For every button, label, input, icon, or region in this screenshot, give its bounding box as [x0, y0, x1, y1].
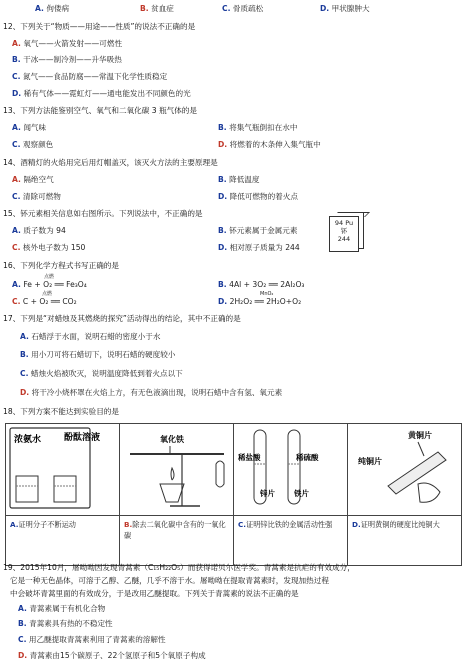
element-symbol: Pu	[345, 219, 354, 227]
q13-option-b: B. 将集气瓶倒扣在水中	[218, 123, 298, 132]
option-label: B.	[140, 4, 149, 13]
burner-outlet	[216, 461, 224, 487]
q18-stem: 18、下列方案不能达到实验目的是	[3, 407, 119, 416]
q16-option-b: B. 4Al + 3O₂ ══ 2Al₂O₃	[218, 280, 305, 289]
reaction-condition-a: 点燃	[44, 274, 55, 280]
q11-option-a	[35, 5, 69, 14]
experiment-b-diagram	[120, 424, 232, 512]
q13-option-c: C. 观察颜色	[12, 140, 54, 149]
element-card-header	[330, 219, 358, 227]
q16-option-a: A. Fe + O₂ ══ Fe₃O₄	[12, 280, 87, 289]
brass-label: 黄铜片	[408, 431, 432, 440]
experiment-b-cell	[120, 424, 234, 516]
q12-option-b: B. 干冰——制冷剂——升华吸热	[12, 55, 122, 64]
reaction-condition-c: 点燃	[42, 291, 53, 297]
q19-line-3: 中会破坏青蒿里面的有效成分，于是改用乙醚提取。下列关于青蒿素的说法不正确的是	[10, 589, 299, 598]
caption-c: C.证明锌比铁的金属活动性强	[234, 515, 348, 565]
q12-option-a: A. 氧气——火箭发射——可燃性	[12, 39, 123, 48]
option-text: 贫血症	[151, 4, 174, 13]
q15-stem: 15、钚元素相关信息如右图所示。下列说法中，不正确的是	[3, 209, 203, 218]
atomic-mass: 244	[337, 235, 351, 244]
experiment-d-cell	[348, 424, 462, 516]
q15-option-a: A. 质子数为 94	[12, 226, 66, 235]
q19-option-c: C. 用乙醚提取青蒿素利用了青蒿素的溶解性	[18, 635, 166, 644]
q14-stem: 14、酒精灯的火焰用完后用灯帽盖灭，该灭火方法的主要原理是	[3, 158, 218, 167]
caption-d: D.证明黄铜的硬度比纯铜大	[348, 515, 462, 565]
element-card	[329, 216, 359, 252]
alcohol-lamp	[160, 484, 184, 502]
q16-option-d: D. 2H₂O₂ ══ 2H₂O+O₂	[218, 297, 302, 306]
q13-stem: 13、下列方法能鉴别空气、氧气和二氧化碳 3 瓶气体的是	[3, 106, 197, 115]
q19-line-1: 19、2015年10月，屠呦呦因发现青蒿素（C₁₅H₂₂O₅）而获得诺贝尔医学奖。青蒿素是抗疟的有效成分，	[3, 563, 355, 572]
caption-b: B.除去二氧化碳中含有的一氧化碳	[120, 515, 234, 565]
iron-oxide-label: 氧化铁	[160, 435, 184, 444]
copper-label: 纯铜片	[358, 457, 382, 466]
sulfuric-acid-label: 稀硫酸	[296, 453, 319, 462]
option-text: 骨质疏松	[232, 4, 264, 13]
option-text: 甲状腺肿大	[331, 4, 370, 13]
hand	[418, 483, 440, 502]
q11-option-d	[320, 5, 370, 14]
q11-option-c	[222, 5, 263, 14]
q17-option-c: C. 蜡烛火焰被吹灭，说明温度降低到着火点以下	[20, 369, 183, 378]
metal-plate	[388, 452, 446, 494]
option-label: A.	[35, 4, 44, 13]
q16-stem: 16、下列化学方程式书写正确的是	[3, 261, 119, 270]
q13-option-a: A. 闻气味	[12, 123, 47, 132]
q14-option-c: C. 清除可燃物	[12, 192, 61, 201]
zinc-label: 锌片	[260, 489, 275, 498]
hydrochloric-acid-label: 稀盐酸	[238, 453, 261, 462]
beaker-left	[16, 476, 38, 502]
q16-option-c: C. C + O₂ ══ CO₂	[12, 297, 77, 306]
reaction-condition-d: MnO₂	[260, 291, 274, 297]
q19-option-b: B. 青蒿素具有热的不稳定性	[18, 619, 113, 628]
experiment-a-cell	[6, 424, 120, 516]
experiment-table	[5, 423, 462, 566]
atomic-number: 94	[334, 219, 344, 227]
phenolphthalein-label: 酚酞溶液	[64, 433, 101, 443]
beaker-right	[54, 476, 76, 502]
q13-option-d: D. 将燃着的木条伸入集气瓶中	[218, 140, 321, 149]
iron-label: 铁片	[294, 489, 309, 498]
q17-stem: 17、下列是“对蜡烛及其燃烧的探究”活动得出的结论，其中不正确的是	[3, 314, 241, 323]
q19-line-2: 它是一种无色晶体，可溶于乙醇、乙醚，几乎不溶于水。屠呦呦在提取青蒿素时，发现加热过程	[10, 576, 329, 585]
element-name: 钚	[340, 227, 348, 236]
q17-option-d: D. 将干冷小烧杯罩在火焰上方，有无色液滴出现，说明石蜡中含有氢、氧元素	[20, 388, 283, 397]
q14-option-a: A. 隔绝空气	[12, 175, 54, 184]
option-text: 佝偻病	[46, 4, 70, 13]
q14-option-d: D. 降低可燃物的着火点	[218, 192, 298, 201]
option-label: C.	[222, 4, 231, 13]
q12-option-d: D. 稀有气体——霓虹灯——通电能发出不同颜色的光	[12, 89, 191, 98]
q17-option-b: B. 用小刀可将石蜡切下，说明石蜡的硬度较小	[20, 350, 176, 359]
flame	[171, 468, 174, 480]
experiment-c-diagram	[234, 424, 333, 512]
q19-option-d: D. 青蒿素由15个碳原子、22个氢原子和5个氧原子构成	[18, 651, 206, 660]
q15-option-b: B. 钚元素属于金属元素	[218, 226, 298, 235]
experiment-a-diagram	[6, 424, 101, 512]
ammonia-label: 浓氨水	[14, 435, 42, 445]
q12-stem: 12、下列关于“物质——用途——性质”的说法不正确的是	[3, 22, 196, 31]
q19-option-a: A. 青蒿素属于有机化合物	[18, 604, 106, 613]
q11-option-b	[140, 5, 174, 14]
caption-a: A.证明分子不断运动	[6, 515, 120, 565]
experiment-d-diagram	[348, 424, 460, 512]
option-label: D.	[320, 4, 330, 13]
element-card-side-edge	[359, 212, 364, 249]
q15-option-d: D. 相对原子质量为 244	[218, 243, 300, 252]
q17-option-a: A. 石蜡浮于水面，说明石蜡的密度小于水	[20, 332, 161, 341]
q15-option-c: C. 核外电子数为 150	[12, 243, 86, 252]
q12-option-c: C. 氮气——食品防腐——常温下化学性质稳定	[12, 72, 168, 81]
experiment-c-cell	[234, 424, 348, 516]
q14-option-b: B. 降低温度	[218, 175, 260, 184]
